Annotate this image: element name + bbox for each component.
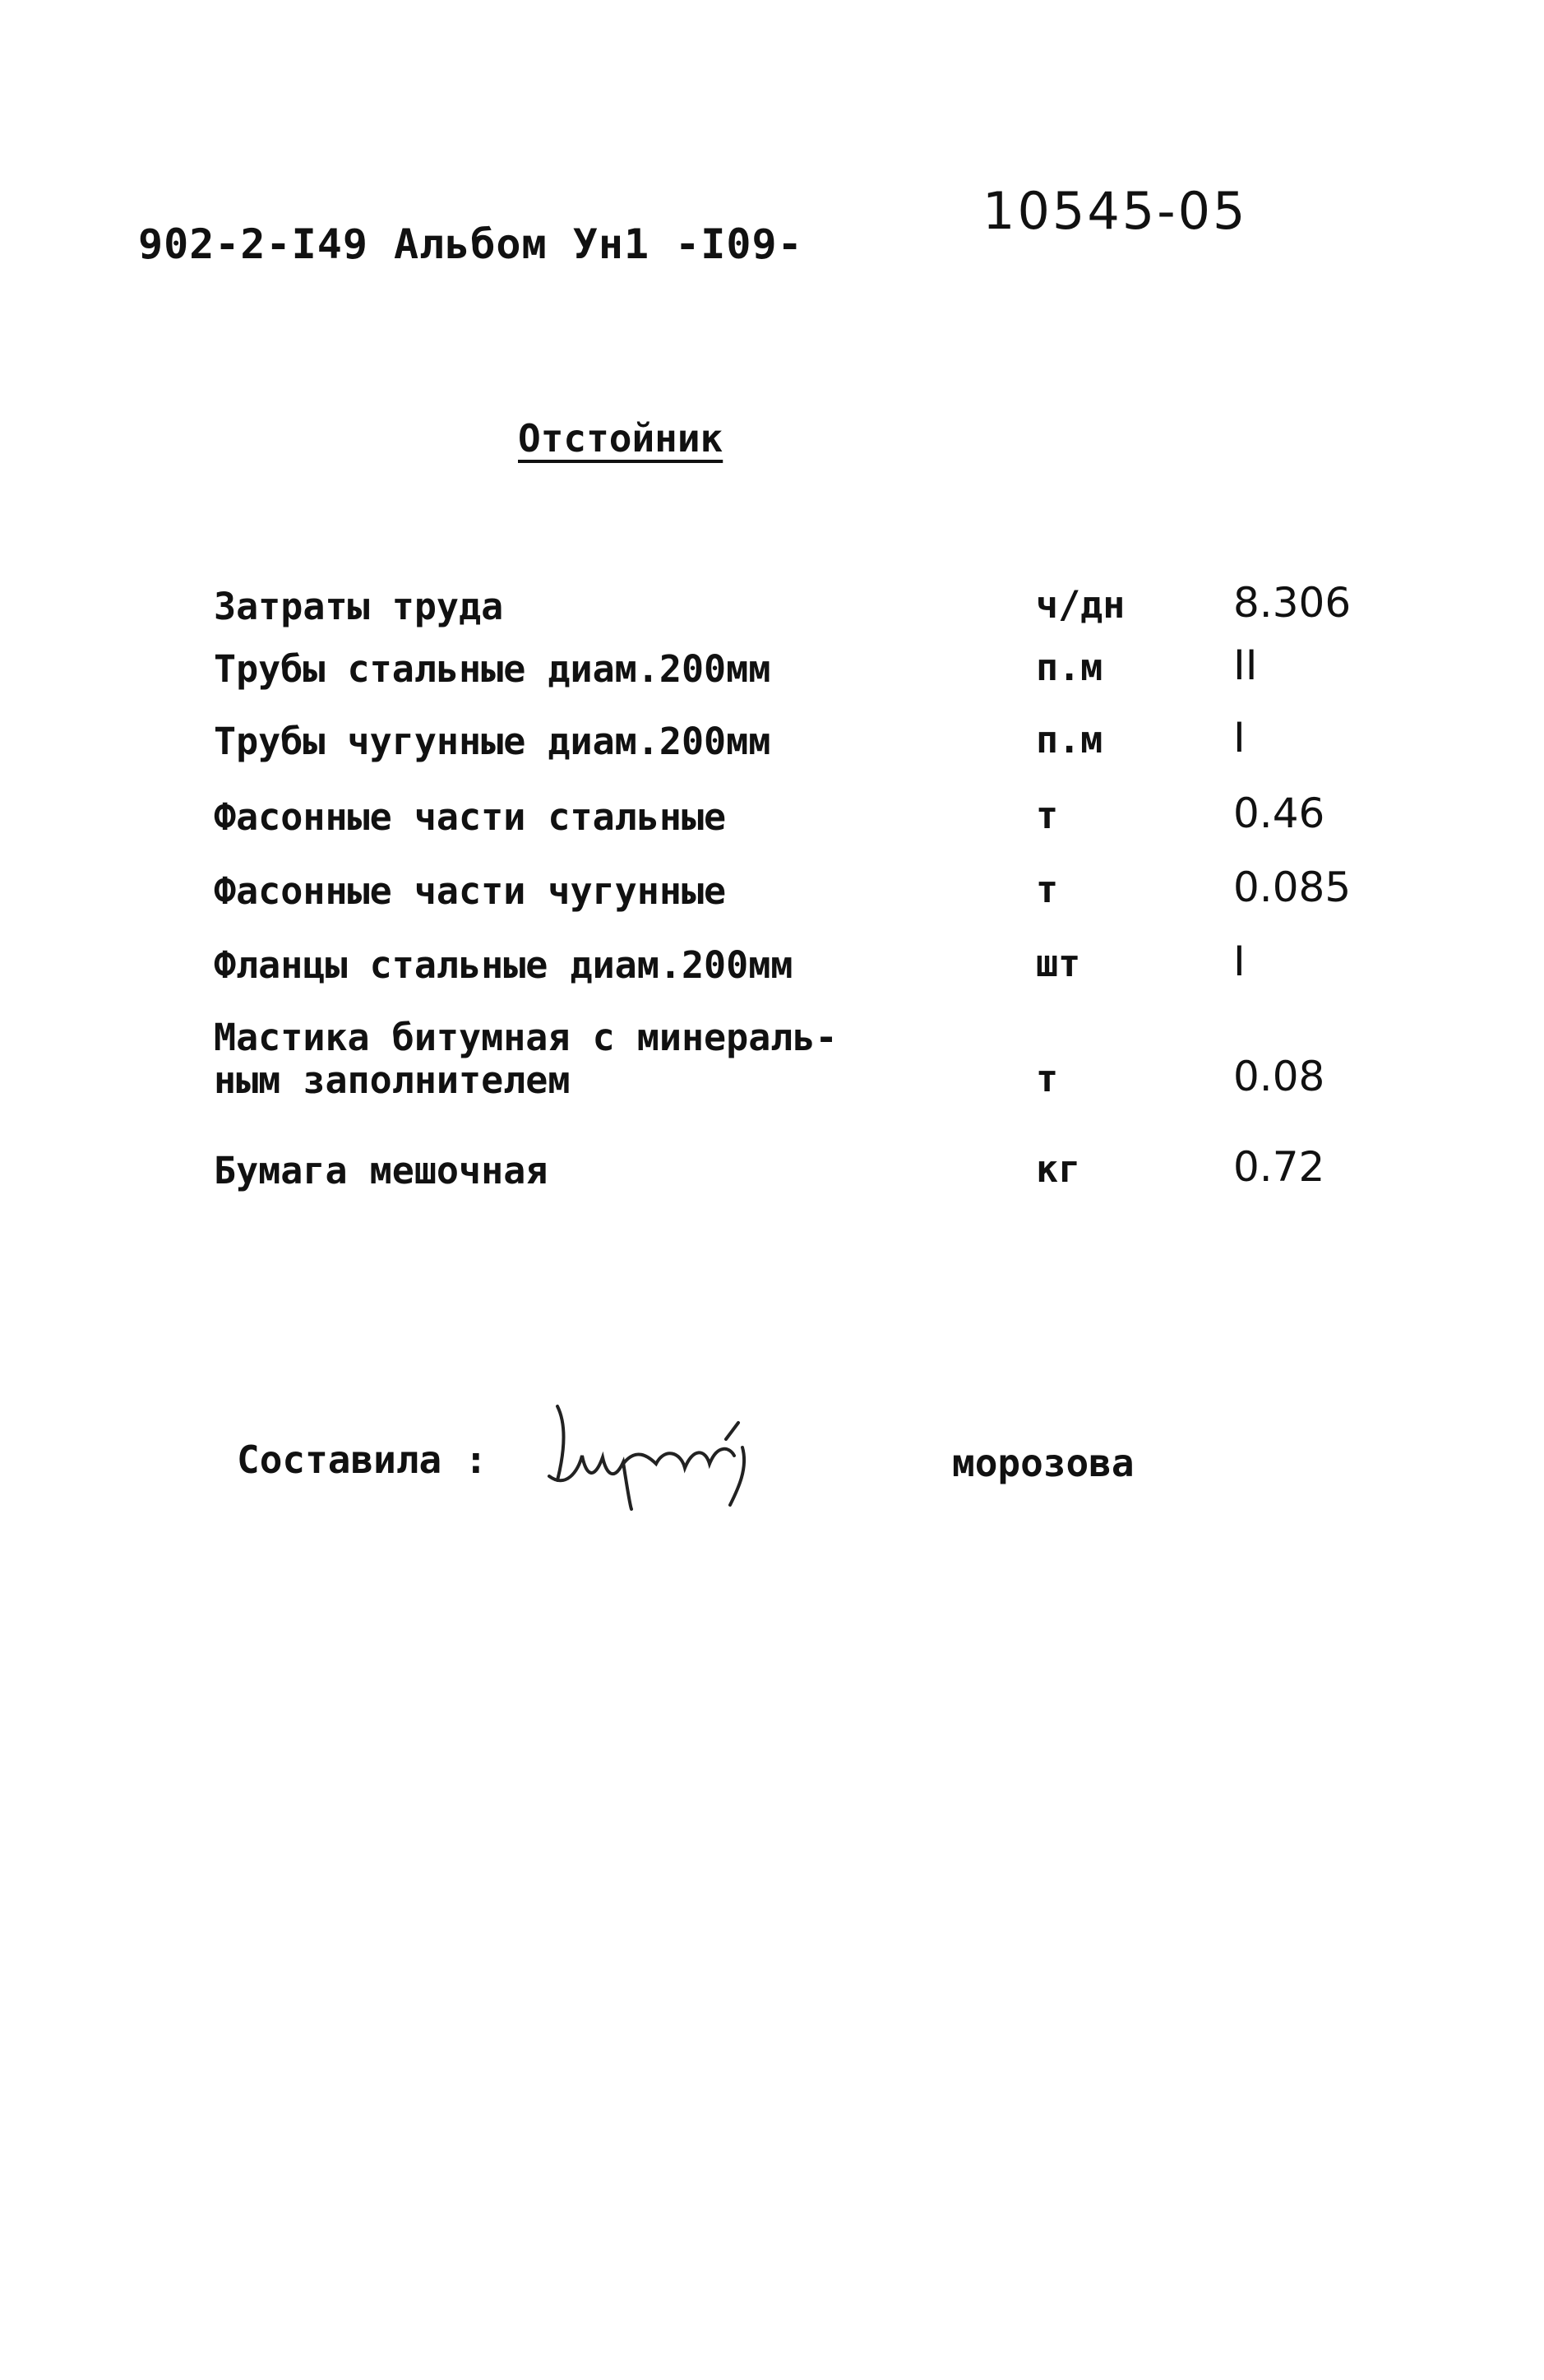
document-header: 902-2-I49 Альбом Ун1 -I09- [138,220,803,268]
page-title: Отстойник [518,416,723,461]
item-unit: т [1036,868,1059,911]
item-name: Затраты труда [214,585,504,628]
list-item [214,1141,1406,1191]
item-qty: II [1233,641,1258,689]
item-name: Бумага мешочная [214,1149,548,1192]
item-qty: I [1233,938,1246,985]
item-unit: ч/дн [1036,583,1126,627]
handwritten-stamp-number: 10545-05 [982,181,1248,241]
list-item [214,1010,1406,1100]
item-name: Фланцы стальные диам.200мм [214,943,793,987]
item-qty: 0.085 [1233,864,1352,911]
list-item [214,712,1406,762]
item-qty: 8.306 [1233,579,1352,627]
list-item [214,936,1406,985]
item-qty: 0.46 [1233,789,1325,837]
item-name: Фасонные части стальные [214,795,727,839]
item-name: Фасонные части чугунные [214,869,727,913]
list-item [214,788,1406,837]
list-item [214,862,1406,911]
item-unit: шт [1036,942,1081,985]
item-qty: 0.72 [1233,1143,1325,1191]
item-name: Трубы стальные диам.200мм [214,647,771,691]
item-qty: 0.08 [1233,1053,1325,1100]
item-name: Трубы чугунные диам.200мм [214,720,771,763]
item-unit: кг [1036,1147,1081,1191]
item-unit: т [1036,794,1059,837]
compiler-name: морозова [952,1441,1135,1485]
item-unit: т [1036,1057,1059,1100]
signature [533,1398,796,1513]
item-unit: п.м [1036,646,1103,689]
item-qty: I [1233,714,1246,762]
list-item [214,577,1406,627]
list-item [214,640,1406,689]
item-name-line2: ным заполнителем [214,1058,571,1102]
compiled-by-label: Составила : [237,1438,488,1482]
item-unit: п.м [1036,718,1103,762]
item-name-line1: Мастика битумная с минераль- [214,1016,838,1059]
